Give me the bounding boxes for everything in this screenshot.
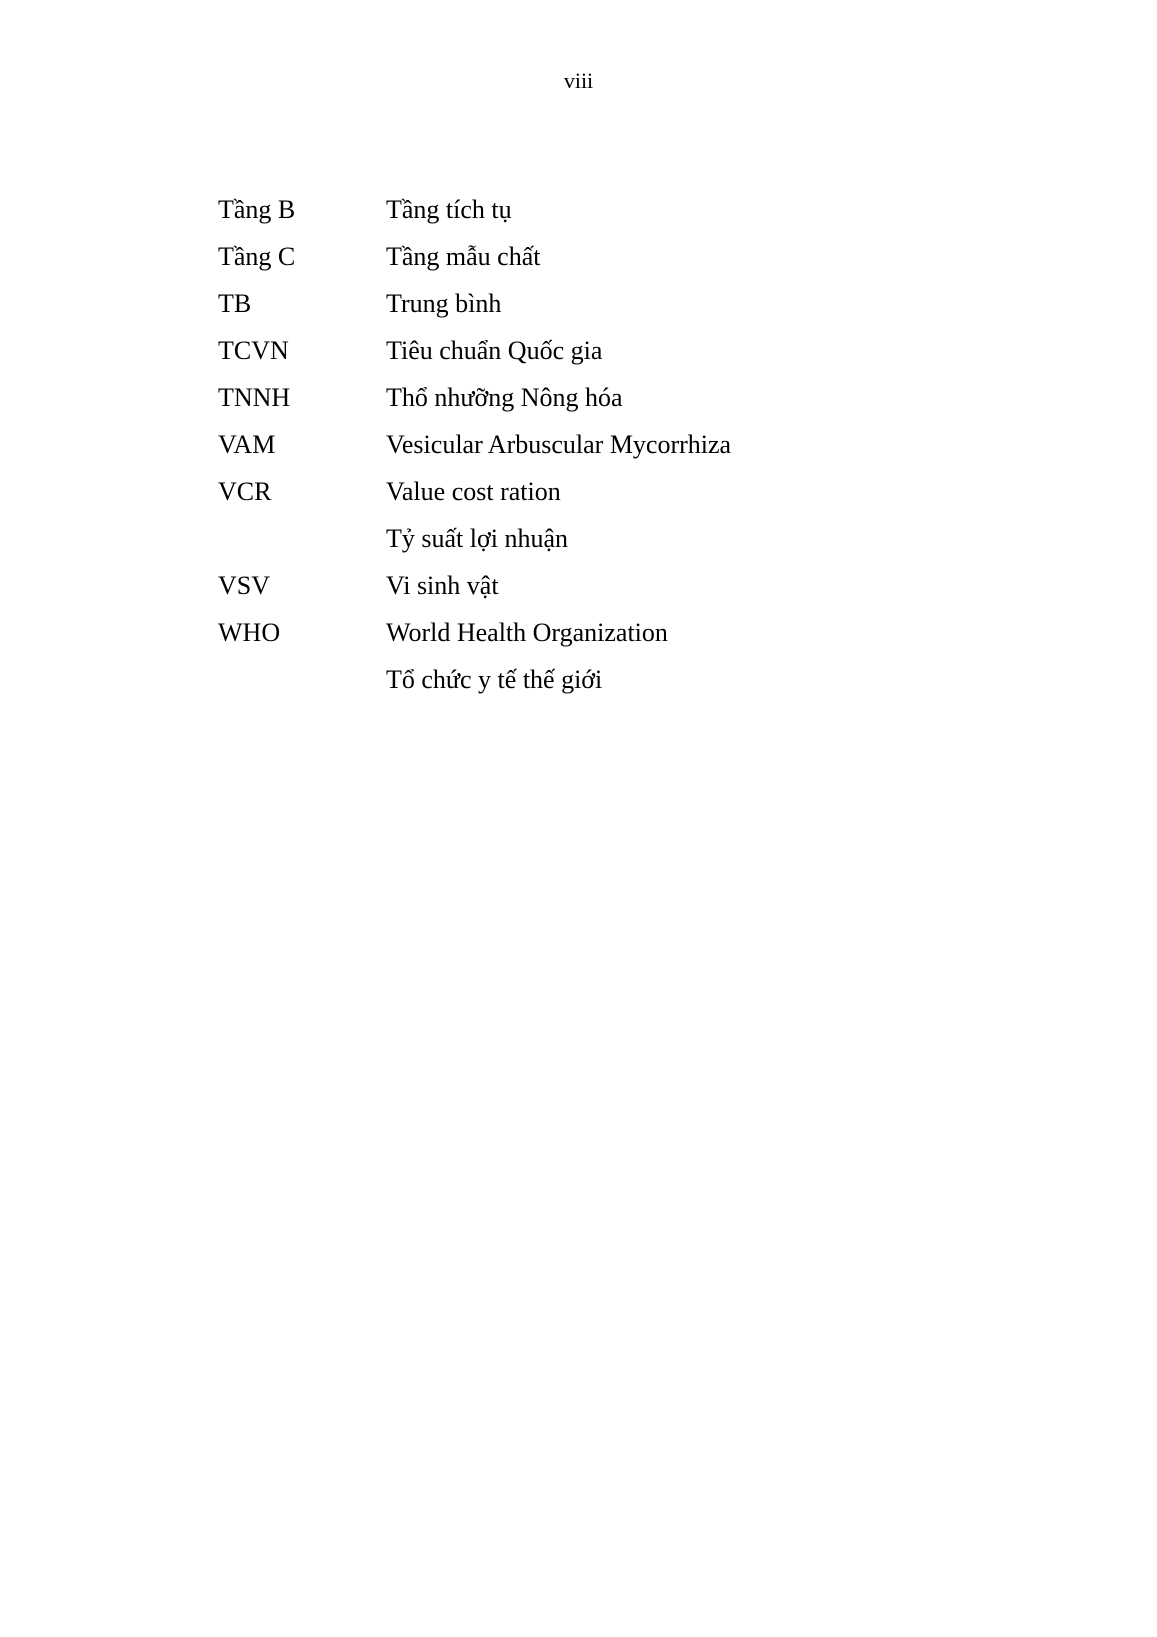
abbreviation-definition: Trung bình: [386, 288, 502, 318]
abbreviation-term: VSV: [218, 570, 271, 600]
abbreviation-term: Tầng C: [218, 241, 296, 271]
abbreviation-definition: Tỷ suất lợi nhuận: [386, 523, 568, 553]
abbreviation-row: [218, 374, 938, 421]
abbreviation-row: [218, 327, 938, 374]
abbreviation-definition: Vi sinh vật: [386, 570, 499, 600]
abbreviation-row: [218, 233, 938, 280]
abbreviation-definition: Thổ nhưỡng Nông hóa: [386, 382, 623, 412]
abbreviation-row: [218, 562, 938, 609]
abbreviation-definition: World Health Organization: [386, 617, 668, 647]
abbreviation-row: [218, 515, 938, 562]
abbreviation-list: [218, 186, 938, 703]
abbreviation-row: [218, 468, 938, 515]
abbreviation-row: [218, 656, 938, 703]
abbreviation-row: [218, 609, 938, 656]
abbreviation-term: VAM: [218, 429, 276, 459]
abbreviation-term: TCVN: [218, 335, 289, 365]
abbreviation-term: WHO: [218, 617, 281, 647]
abbreviation-term: TNNH: [218, 382, 291, 412]
page-number: viii: [563, 68, 594, 93]
abbreviation-row: [218, 421, 938, 468]
abbreviation-term: Tầng B: [218, 194, 296, 224]
abbreviation-term: TB: [218, 288, 252, 318]
abbreviation-term: VCR: [218, 476, 272, 506]
abbreviation-row: [218, 280, 938, 327]
abbreviation-definition: Value cost ration: [386, 476, 561, 506]
abbreviation-row: [218, 186, 938, 233]
abbreviation-definition: Tiêu chuẩn Quốc gia: [386, 335, 603, 365]
abbreviation-definition: Tầng tích tụ: [386, 194, 512, 224]
abbreviation-definition: Vesicular Arbuscular Mycorrhiza: [386, 429, 732, 459]
abbreviation-definition: Tổ chức y tế thế giới: [386, 664, 603, 694]
abbreviation-definition: Tầng mẫu chất: [386, 241, 541, 271]
